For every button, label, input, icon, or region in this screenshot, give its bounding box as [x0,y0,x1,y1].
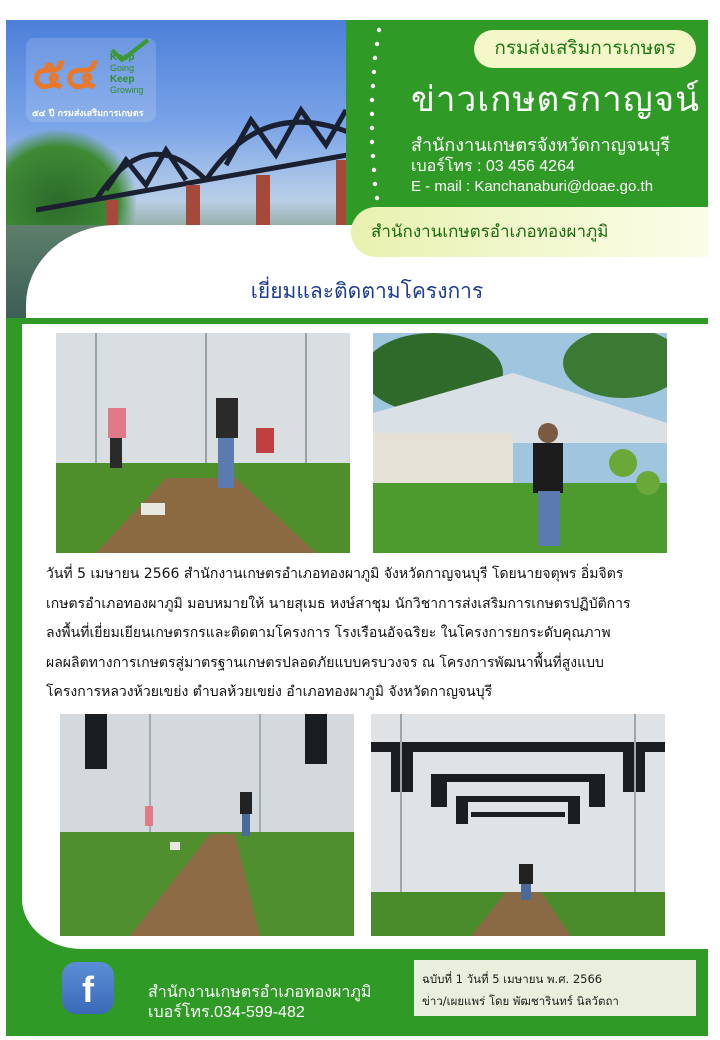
paragraph-line: ผลผลิตทางการเกษตรสู่มาตรฐานเกษตรปลอดภัยแบบครบวงจร ณ โครงการพัฒนาพื้นที่สูงแบบ [46,654,604,671]
logo-slogan-word: Keep [110,52,135,63]
issue-info-box [414,960,696,1016]
office-email: E - mail : Kanchanaburi@doae.go.th [411,178,654,195]
paragraph-line: โครงการหลวงห้วยเขย่ง ตำบลห้วยเขย่ง อำเภอทองผาภูมิ จังหวัดกาญจนบุรี [46,684,493,700]
facebook-icon[interactable]: f [62,962,114,1014]
greenhouse-photo-4 [371,714,665,936]
svg-text:๕๔: ๕๔ [32,48,99,99]
anniversary-logo [26,38,156,122]
article-title: เยี่ยมและติดตามโครงการ [250,279,484,303]
newsletter-page [6,20,708,1036]
footer-office: สำนักงานเกษตรอำเภอทองผาภูมิ [148,984,372,1001]
logo-caption: ๕๔ ปี กรมส่งเสริมการเกษตร [32,109,144,119]
department-badge: กรมส่งเสริมการเกษตร [474,30,696,68]
district-office-banner: สำนักงานเกษตรอำเภอทองผาภูมิ [351,207,708,257]
office-phone: เบอร์โทร : 03 456 4264 [411,158,575,175]
publisher-line: ข่าว/เผยแพร่ โดย พัฒชารินทร์ นิลวัตถา [422,994,619,1008]
logo-slogan-word: Keep [110,74,135,85]
article-paragraph [46,560,676,708]
greenhouse-photo-3 [60,714,354,936]
logo-slogan-word: Growing [110,85,144,95]
greenhouse-photo-2 [373,333,667,553]
paragraph-line: เกษตรอำเภอทองผาภูมิ มอบหมายให้ นายสุเมธ หงษ์สาชุม นักวิชาการส่งเสริมการเกษตรปฏิบัติการ [46,595,631,612]
newsletter-title: ข่าวเกษตรกาญจน์ [411,80,701,119]
logo-slogan-word: Going [110,63,135,73]
paragraph-line: วันที่ 5 เมษายน 2566 สำนักงานเกษตรอำเภอทองผาภูมิ จังหวัดกาญจนบุรี โดยนายจตุพร อิ่มจิตร [46,566,624,582]
issue-line: ฉบับที่ 1 วันที่ 5 เมษายน พ.ศ. 2566 [422,972,603,986]
paragraph-line: ลงพื้นที่เยี่ยมเยียนเกษตรกรและติดตามโครงการ โรงเรือนอัจฉริยะ ในโครงการยกระดับคุณภาพ [46,625,611,641]
greenhouse-photo-1 [56,333,350,553]
footer-phone: เบอร์โทร.034-599-482 [148,1004,305,1021]
provincial-office: สำนักงานเกษตรจังหวัดกาญจนบุรี [411,135,671,155]
